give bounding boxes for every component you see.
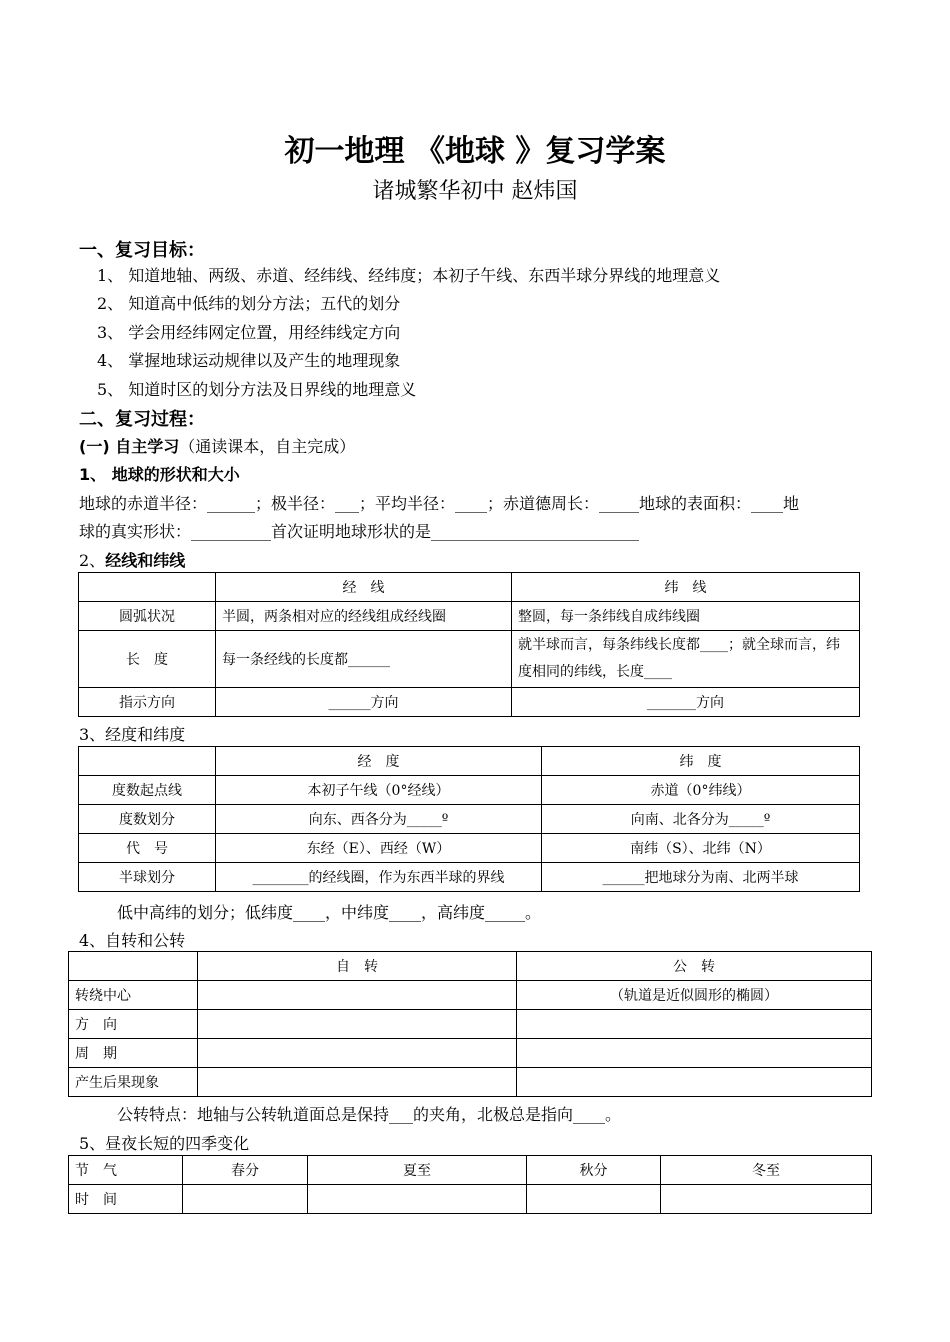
table-cell [308,1185,527,1214]
table-cell: 产生后果现象 [69,1068,198,1097]
table-cell: 方 向 [69,1010,198,1039]
section-lines-title [79,548,185,571]
table-cell: 向南、北各分为_____º [542,805,860,834]
table-cell [517,1068,872,1097]
table-cell [198,981,517,1010]
table-header-cell: 秋分 [527,1156,661,1185]
goal-item: 3、 学会用经纬网定位置，用经纬线定方向 [97,323,401,342]
self-study-label: (一) 自主学习 [79,437,180,456]
table-header-cell: 纬 度 [542,747,860,776]
goal-item: 5、 知道时区的划分方法及日界线的地理意义 [97,380,417,399]
section-lines-text: 经线和纬线 [105,551,186,570]
section-rotation-title: 4、自转和公转 [79,931,186,950]
table-cell: 度数划分 [79,805,216,834]
goal-item: 2、 知道高中低纬的划分方法；五代的划分 [97,294,401,313]
table-cell: （轨道是近似圆形的椭圆） [517,981,872,1010]
table-header-cell: 纬 线 [512,573,860,602]
table-solar-terms [68,1155,872,1214]
table-cell: 转绕中心 [69,981,198,1010]
table-cell: 南纬（S）、北纬（N） [542,834,860,863]
latitude-zones-line: 低中高纬的划分；低纬度____，中纬度____，高纬度_____。 [117,903,542,922]
table-cell [661,1185,872,1214]
goal-item: 1、 知道地轴、两级、赤道、经纬线、经纬度；本初子午线、东西半球分界线的地理意义 [97,266,721,285]
table-cell [183,1185,308,1214]
table-longitude-latitude [78,746,860,892]
shape-line-2: 球的真实形状：__________首次证明地球形状的是__________________________ [79,522,640,541]
section-lines-num: 2、 [79,551,106,570]
table-meridians-parallels [78,572,860,717]
revolution-features-line: 公转特点：地轴与公转轨道面总是保持___的夹角，北极总是指向____。 [117,1105,622,1124]
table-cell [198,1010,517,1039]
table-cell [198,1039,517,1068]
table-rotation-revolution [68,951,872,1097]
table-cell: ______方向 [216,688,512,717]
table-cell: 度数起点线 [79,776,216,805]
table-header-cell [69,952,198,981]
table-header-cell: 夏至 [308,1156,527,1185]
self-study-note: （通读课本，自主完成） [179,437,356,456]
table-cell: 赤道（0°纬线） [542,776,860,805]
page-subtitle: 诸城繁华初中 赵炜国 [372,179,578,204]
table-header-cell: 经 度 [216,747,542,776]
table-cell: 半圆，两条相对应的经线组成经线圈 [216,602,512,631]
table-header-cell: 春分 [183,1156,308,1185]
table-cell: 整圆，每一条纬线自成纬线圈 [512,602,860,631]
table-cell: 本初子午线（0°经线） [216,776,542,805]
table-cell [198,1068,517,1097]
table-cell: 指示方向 [79,688,216,717]
table-cell: 圆弧状况 [79,602,216,631]
table-header-cell: 节 气 [69,1156,183,1185]
table-cell: _______方向 [512,688,860,717]
table-cell: 东经（E）、西经（W） [216,834,542,863]
table-cell: 周 期 [69,1039,198,1068]
table-cell [527,1185,661,1214]
table-header-cell: 自 转 [198,952,517,981]
self-study-heading [79,434,355,457]
table-header-cell [79,573,216,602]
section-shape-title: 1、 地球的形状和大小 [79,465,240,484]
table-header-cell: 冬至 [661,1156,872,1185]
table-header-cell: 公 转 [517,952,872,981]
section-degrees-title: 3、经度和纬度 [79,725,186,744]
table-cell [517,1039,872,1068]
table-cell: 长 度 [79,631,216,688]
table-cell: 就半球而言，每条纬线长度都____；就全球而言，纬度相同的纬线，长度____ [512,631,860,688]
table-header-cell [79,747,216,776]
shape-line-1: 地球的赤道半径：______；极半径：___；平均半径：____；赤道德周长：_____地球的表面积：____地 [79,494,800,513]
goals-heading: 一、复习目标： [79,240,205,261]
table-cell [517,1010,872,1039]
table-cell: 时 间 [69,1185,183,1214]
section-seasons-title: 5、昼夜长短的四季变化 [79,1134,250,1153]
page-title: 初一地理 《地球 》复习学案 [284,134,666,169]
table-cell: 每一条经线的长度都______ [216,631,512,688]
table-cell: 半球划分 [79,863,216,892]
table-cell: ________的经线圈，作为东西半球的界线 [216,863,542,892]
table-cell: ______把地球分为南、北两半球 [542,863,860,892]
table-header-cell: 经 线 [216,573,512,602]
table-cell: 向东、西各分为_____º [216,805,542,834]
table-cell: 代 号 [79,834,216,863]
goal-item: 4、 掌握地球运动规律以及产生的地理现象 [97,351,401,370]
process-heading: 二、复习过程： [79,409,205,430]
